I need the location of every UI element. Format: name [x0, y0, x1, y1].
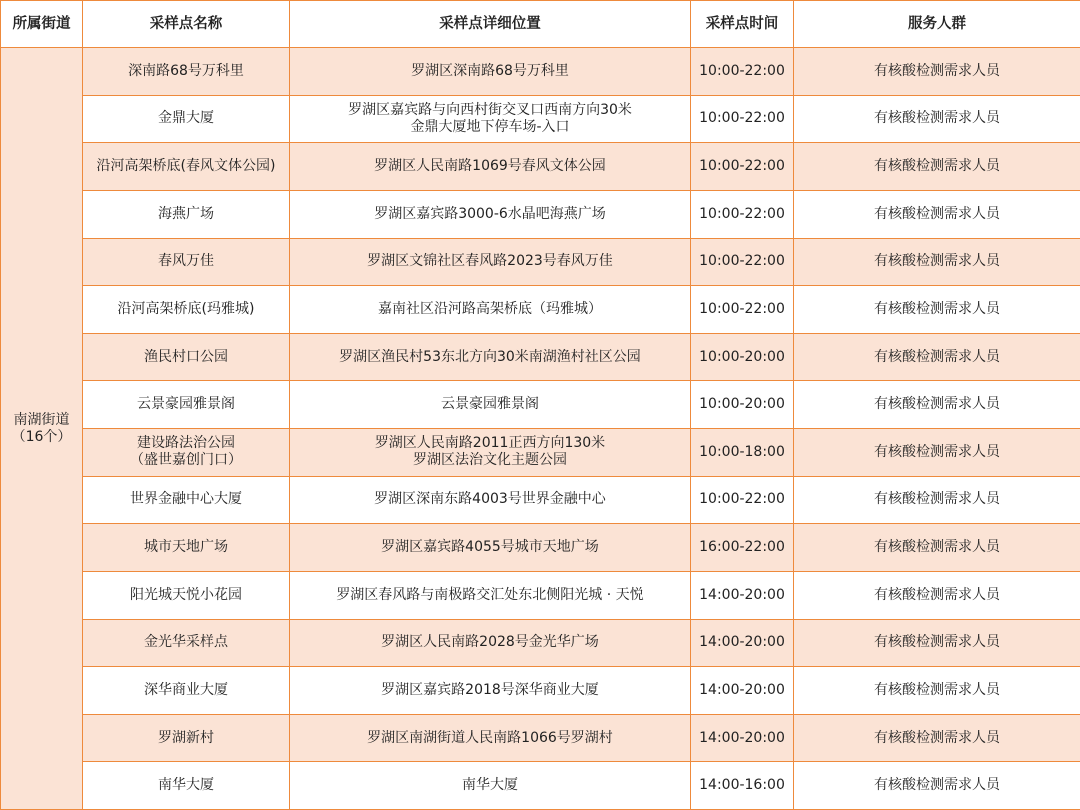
- table-row: [1, 48, 1080, 96]
- table-row: [1, 143, 1080, 191]
- location-cell-text: 嘉南社区沿河路高架桥底（玛雅城）: [378, 300, 602, 317]
- location-cell-text: 罗湖区嘉宾路与向西村街交叉口西南方向30米: [348, 101, 632, 118]
- time-cell-text: 10:00-22:00: [699, 158, 785, 175]
- table-row: [1, 619, 1080, 667]
- location-cell: [290, 190, 691, 238]
- site-name-cell-text: 深华商业大厦: [144, 681, 228, 698]
- time-cell: [691, 286, 794, 334]
- location-cell: [290, 476, 691, 524]
- service-group-cell: [794, 381, 1080, 429]
- time-cell: [691, 762, 794, 810]
- service-group-cell: [794, 476, 1080, 524]
- table-row: [1, 524, 1080, 572]
- time-cell: [691, 524, 794, 572]
- site-name-cell-text: 沿河高架桥底(玛雅城): [117, 300, 255, 317]
- site-name-cell: [83, 143, 290, 191]
- location-cell: [290, 95, 691, 143]
- service-group-cell-text: 有核酸检测需求人员: [874, 729, 1000, 746]
- location-cell-text: 罗湖区南湖街道人民南路1066号罗湖村: [367, 729, 613, 746]
- site-name-cell: [83, 667, 290, 715]
- time-cell: [691, 381, 794, 429]
- location-cell-text: 罗湖区人民南路1069号春风文体公园: [374, 158, 606, 175]
- header-location: 采样点详细位置: [290, 1, 691, 48]
- time-cell-text: 10:00-22:00: [699, 253, 785, 270]
- service-group-cell-text: 有核酸检测需求人员: [874, 205, 1000, 222]
- time-cell-text: 10:00-22:00: [699, 491, 785, 508]
- site-name-cell: [83, 429, 290, 477]
- time-cell-text: 10:00-20:00: [699, 348, 785, 365]
- time-cell: [691, 667, 794, 715]
- location-cell: [290, 286, 691, 334]
- site-name-cell-text: 金鼎大厦: [158, 110, 214, 127]
- service-group-cell-text: 有核酸检测需求人员: [874, 396, 1000, 413]
- district-cell: [1, 48, 83, 810]
- table-row: [1, 762, 1080, 810]
- table-row: [1, 667, 1080, 715]
- service-group-cell-text: 有核酸检测需求人员: [874, 681, 1000, 698]
- site-name-cell: [83, 381, 290, 429]
- service-group-cell-text: 有核酸检测需求人员: [874, 348, 1000, 365]
- location-cell-text: 罗湖区嘉宾路2018号深华商业大厦: [381, 681, 599, 698]
- location-cell: [290, 762, 691, 810]
- site-name-cell-text: 世界金融中心大厦: [130, 491, 242, 508]
- time-cell-text: 14:00-20:00: [699, 729, 785, 746]
- service-group-cell-text: 有核酸检测需求人员: [874, 300, 1000, 317]
- table-row: [1, 476, 1080, 524]
- service-group-cell: [794, 190, 1080, 238]
- time-cell: [691, 238, 794, 286]
- service-group-cell: [794, 286, 1080, 334]
- site-name-cell: [83, 95, 290, 143]
- location-cell-text: 罗湖区渔民村53东北方向30米南湖渔村社区公园: [339, 348, 641, 365]
- time-cell: [691, 714, 794, 762]
- site-name-cell: [83, 476, 290, 524]
- site-name-cell: [83, 714, 290, 762]
- time-cell: [691, 95, 794, 143]
- location-cell: [290, 238, 691, 286]
- site-name-cell: [83, 571, 290, 619]
- header-district: 所属街道: [1, 1, 83, 48]
- service-group-cell: [794, 619, 1080, 667]
- service-group-cell-text: 有核酸检测需求人员: [874, 634, 1000, 651]
- time-cell-text: 10:00-22:00: [699, 110, 785, 127]
- location-cell-text: 云景豪园雅景阁: [441, 396, 539, 413]
- header-service-group: 服务人群: [794, 1, 1080, 48]
- service-group-cell-text: 有核酸检测需求人员: [874, 110, 1000, 127]
- site-name-cell-text: 春风万佳: [158, 253, 214, 270]
- site-name-cell-text: 金光华采样点: [144, 634, 228, 651]
- site-name-cell: [83, 286, 290, 334]
- service-group-cell-text: 有核酸检测需求人员: [874, 539, 1000, 556]
- table-row: [1, 238, 1080, 286]
- location-cell-text: 罗湖区深南东路4003号世界金融中心: [374, 491, 606, 508]
- location-cell-text: 罗湖区嘉宾路4055号城市天地广场: [381, 539, 599, 556]
- service-group-cell-text: 有核酸检测需求人员: [874, 443, 1000, 460]
- service-group-cell-text: 有核酸检测需求人员: [874, 253, 1000, 270]
- location-cell-text: 罗湖区嘉宾路3000-6水晶吧海燕广场: [374, 205, 606, 222]
- site-name-cell-text: 沿河高架桥底(春风文体公园): [96, 158, 276, 175]
- site-name-cell: [83, 190, 290, 238]
- location-cell-text: 罗湖区人民南路2011正西方向130米: [374, 435, 606, 452]
- service-group-cell: [794, 667, 1080, 715]
- location-cell: [290, 429, 691, 477]
- site-name-cell-text: 城市天地广场: [144, 539, 228, 556]
- table-row: [1, 333, 1080, 381]
- time-cell: [691, 143, 794, 191]
- location-cell: [290, 143, 691, 191]
- table-row: [1, 286, 1080, 334]
- table-row: [1, 381, 1080, 429]
- district-name: 南湖街道: [13, 411, 70, 428]
- district-count: （16个）: [11, 428, 72, 445]
- time-cell-text: 14:00-16:00: [699, 777, 785, 794]
- time-cell-text: 16:00-22:00: [699, 539, 785, 556]
- service-group-cell-text: 有核酸检测需求人员: [874, 586, 1000, 603]
- table-row: [1, 714, 1080, 762]
- service-group-cell: [794, 238, 1080, 286]
- service-group-cell-text: 有核酸检测需求人员: [874, 491, 1000, 508]
- time-cell: [691, 190, 794, 238]
- time-cell: [691, 48, 794, 96]
- location-cell: [290, 667, 691, 715]
- time-cell-text: 10:00-20:00: [699, 396, 785, 413]
- service-group-cell-text: 有核酸检测需求人员: [874, 62, 1000, 79]
- time-cell: [691, 333, 794, 381]
- table-row: [1, 571, 1080, 619]
- site-name-cell: [83, 48, 290, 96]
- site-name-cell: [83, 762, 290, 810]
- location-cell-text: 罗湖区文锦社区春风路2023号春风万佳: [367, 253, 613, 270]
- time-cell: [691, 429, 794, 477]
- site-name-cell-text: 海燕广场: [158, 205, 214, 222]
- time-cell-text: 14:00-20:00: [699, 681, 785, 698]
- location-cell-text: 金鼎大厦地下停车场-入口: [410, 118, 570, 135]
- service-group-cell: [794, 762, 1080, 810]
- service-group-cell: [794, 429, 1080, 477]
- site-name-cell-text: 建设路法治公园: [137, 435, 235, 452]
- table-row: [1, 429, 1080, 477]
- service-group-cell: [794, 524, 1080, 572]
- service-group-cell-text: 有核酸检测需求人员: [874, 158, 1000, 175]
- location-cell: [290, 619, 691, 667]
- site-name-cell: [83, 333, 290, 381]
- table-row: [1, 190, 1080, 238]
- location-cell: [290, 333, 691, 381]
- location-cell: [290, 571, 691, 619]
- site-name-cell-text: （盛世嘉创门口）: [130, 452, 242, 469]
- table-row: [1, 95, 1080, 143]
- service-group-cell: [794, 333, 1080, 381]
- time-cell-text: 10:00-18:00: [699, 443, 785, 460]
- site-name-cell: [83, 238, 290, 286]
- site-name-cell-text: 深南路68号万科里: [128, 62, 244, 79]
- location-cell-text: 南华大厦: [462, 777, 518, 794]
- site-name-cell: [83, 619, 290, 667]
- site-name-cell-text: 南华大厦: [158, 777, 214, 794]
- table-body: [1, 48, 1080, 810]
- location-cell: [290, 48, 691, 96]
- location-cell-text: 罗湖区深南路68号万科里: [411, 62, 569, 79]
- location-cell-text: 罗湖区法治文化主题公园: [413, 452, 567, 469]
- site-name-cell-text: 云景豪园雅景阁: [137, 396, 235, 413]
- service-group-cell: [794, 48, 1080, 96]
- time-cell-text: 10:00-22:00: [699, 205, 785, 222]
- header-time: 采样点时间: [691, 1, 794, 48]
- service-group-cell: [794, 714, 1080, 762]
- service-group-cell-text: 有核酸检测需求人员: [874, 777, 1000, 794]
- header-row: [1, 1, 1080, 48]
- site-name-cell-text: 罗湖新村: [158, 729, 214, 746]
- service-group-cell: [794, 143, 1080, 191]
- location-cell-text: 罗湖区春风路与南极路交汇处东北侧阳光城 · 天悦: [336, 586, 644, 603]
- site-name-cell: [83, 524, 290, 572]
- service-group-cell: [794, 571, 1080, 619]
- time-cell-text: 10:00-22:00: [699, 300, 785, 317]
- time-cell-text: 14:00-20:00: [699, 586, 785, 603]
- location-cell: [290, 381, 691, 429]
- time-cell: [691, 476, 794, 524]
- time-cell: [691, 571, 794, 619]
- time-cell: [691, 619, 794, 667]
- location-cell-text: 罗湖区人民南路2028号金光华广场: [381, 634, 599, 651]
- service-group-cell: [794, 95, 1080, 143]
- location-cell: [290, 524, 691, 572]
- header-site-name: 采样点名称: [83, 1, 290, 48]
- time-cell-text: 14:00-20:00: [699, 634, 785, 651]
- site-name-cell-text: 渔民村口公园: [144, 348, 228, 365]
- location-cell: [290, 714, 691, 762]
- time-cell-text: 10:00-22:00: [699, 62, 785, 79]
- site-name-cell-text: 阳光城天悦小花园: [130, 586, 242, 603]
